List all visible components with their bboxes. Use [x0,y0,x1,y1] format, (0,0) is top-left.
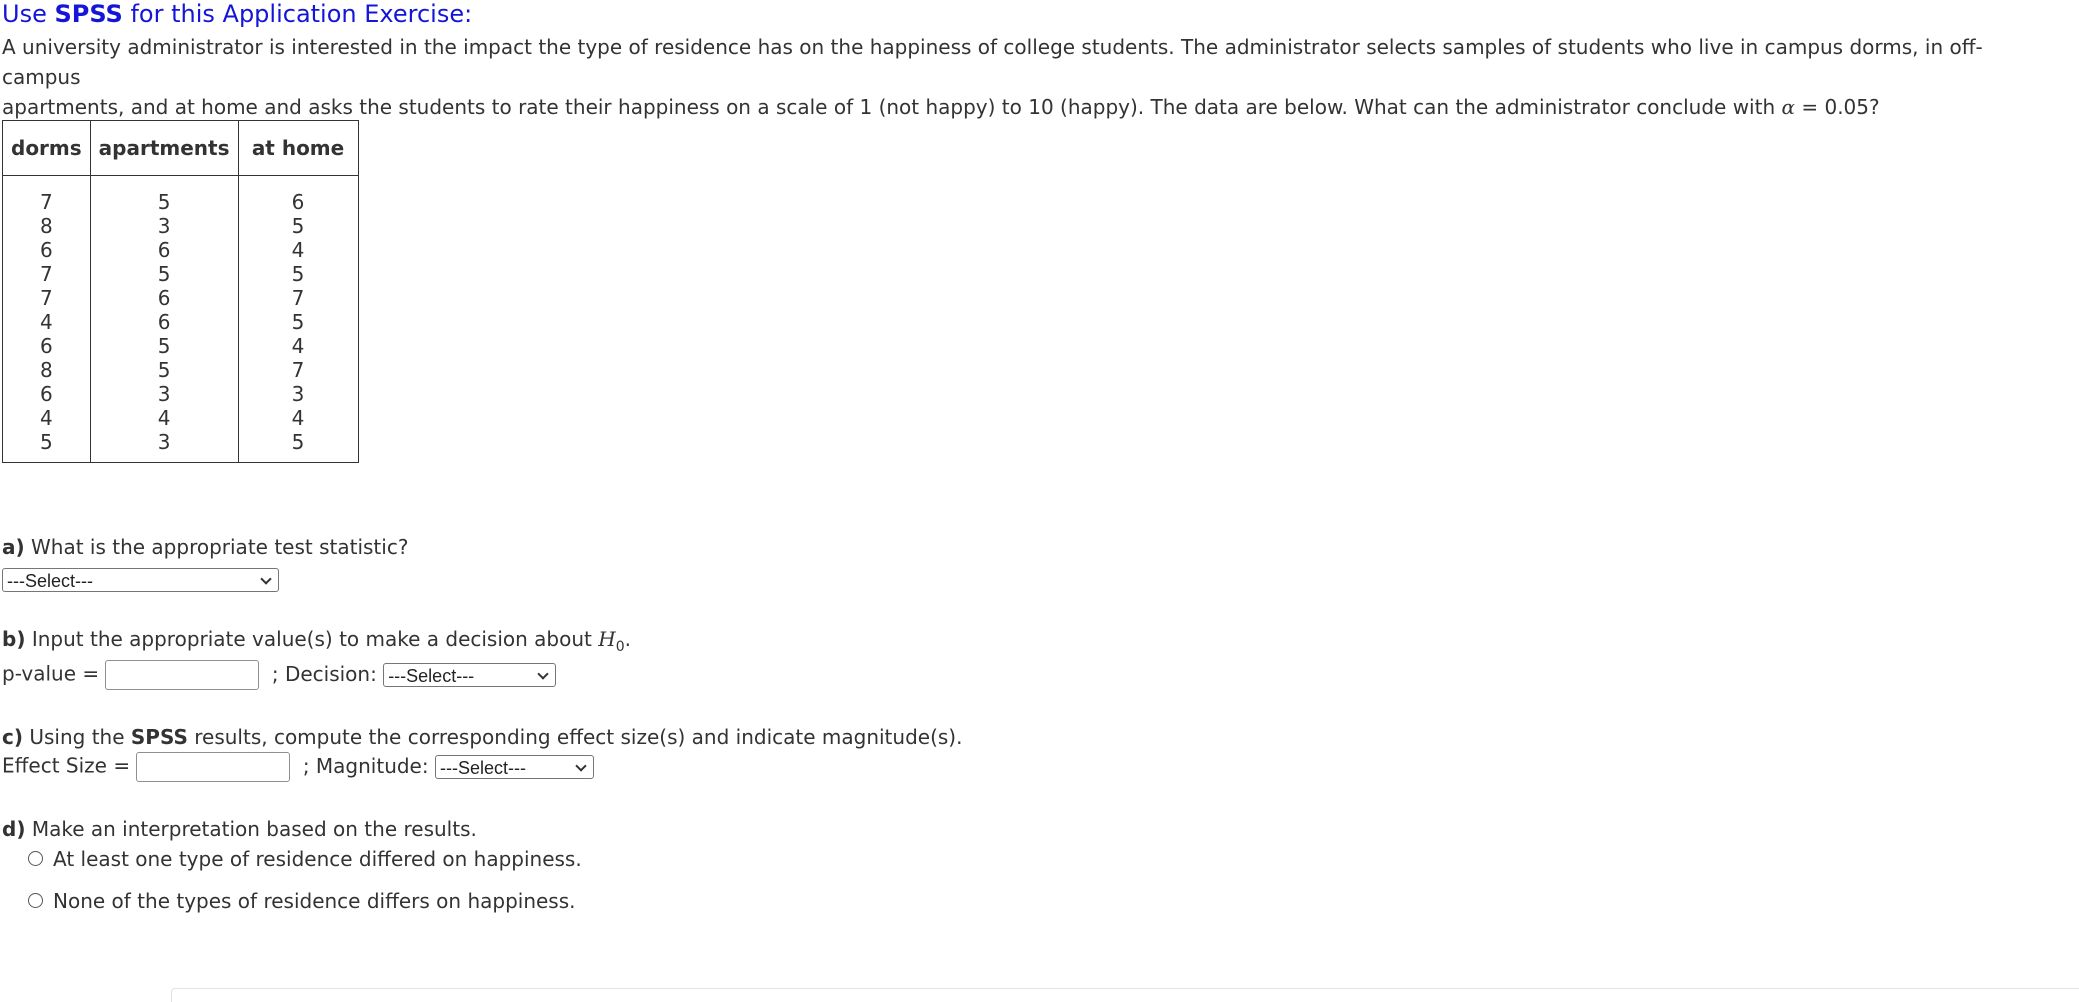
column-dorms [3,176,91,463]
interpretation-option-2[interactable]: None of the types of residence differs on happiness. [28,889,576,913]
table-cell: 3 [157,382,171,406]
table-cell: 6 [157,286,171,310]
question-b-answer [2,660,556,690]
p-value-label: p-value = [2,661,100,686]
problem-statement [2,32,2052,122]
exercise-heading [2,0,472,28]
table-cell: 6 [39,334,53,358]
table-cell: 3 [291,382,305,406]
table-cell: 8 [39,214,53,238]
decision-select[interactable]: ---Select--- [383,663,556,687]
question-a: a) What is the appropriate test statistic? [2,535,409,559]
table-cell: 5 [157,334,171,358]
intro-line-1: A university administrator is interested in the impact the type of residence has on the happiness of college students. The administrator selects samples of students who live in campus dorms, in off-campus [2,35,1983,89]
table-cell: 3 [157,214,171,238]
magnitude-select[interactable]: ---Select--- [435,755,594,779]
chevron-down-icon [575,760,586,771]
radio-button[interactable] [28,893,43,908]
table-cell: 4 [291,238,305,262]
table-cell: 6 [157,310,171,334]
table-cell: 5 [291,430,305,454]
table-cell: 5 [157,262,171,286]
table-cell: 5 [39,430,53,454]
p-value-input[interactable] [105,660,259,690]
table-cell: 7 [291,358,305,382]
magnitude-label: ; Magnitude: [302,753,429,778]
bottom-panel [171,988,2079,1002]
radio-button[interactable] [28,851,43,866]
table-cell: 4 [291,406,305,430]
table-cell: 5 [157,358,171,382]
table-cell: 6 [291,190,305,214]
table-cell: 5 [291,214,305,238]
question-c: c) Using the SPSS results, compute the corresponding effect size(s) and indicate magnitude(s). [2,725,963,749]
heading-suffix: for this Application Exercise: [122,0,473,28]
question-b: b) Input the appropriate value(s) to make a decision about $H_0$. [2,627,631,655]
table-cell: 4 [157,406,171,430]
table-cell: 4 [39,406,53,430]
column-at-home [238,176,358,463]
effect-size-label: Effect Size = [2,753,131,778]
table-cell: 5 [291,262,305,286]
table-cell: 4 [291,334,305,358]
table-cell: 7 [39,286,53,310]
table-cell: 7 [291,286,305,310]
table-cell: 6 [39,382,53,406]
column-header-apartments: apartments [90,121,238,176]
question-d: d) Make an interpretation based on the results. [2,817,477,841]
test-statistic-select[interactable]: ---Select--- [2,568,279,592]
decision-label: ; Decision: [271,661,377,686]
heading-prefix: Use [2,0,55,28]
interpretation-option-1[interactable]: At least one type of residence differed on happiness. [28,847,582,871]
table-cell: 5 [291,310,305,334]
table-cell: 6 [157,238,171,262]
question-a-answer [2,566,279,592]
table-cell: 7 [39,190,53,214]
chevron-down-icon [538,668,549,679]
intro-line-2: apartments, and at home and asks the students to rate their happiness on a scale of 1 (not happy) to 10 (happy). The data are below. What can the administrator conclude with α = 0.05? [2,95,1880,119]
table-cell: 7 [39,262,53,286]
alpha-symbol: α [1781,95,1795,119]
table-cell: 8 [39,358,53,382]
column-apartments [90,176,238,463]
question-c-answer [2,752,594,782]
column-header-dorms: dorms [3,121,91,176]
heading-spss: SPSS [54,0,123,28]
table-cell: 4 [39,310,53,334]
effect-size-input[interactable] [136,752,290,782]
chevron-down-icon [260,573,271,584]
table-cell: 3 [157,430,171,454]
data-table [2,120,359,463]
column-header-at-home: at home [238,121,358,176]
table-cell: 6 [39,238,53,262]
table-cell: 5 [157,190,171,214]
